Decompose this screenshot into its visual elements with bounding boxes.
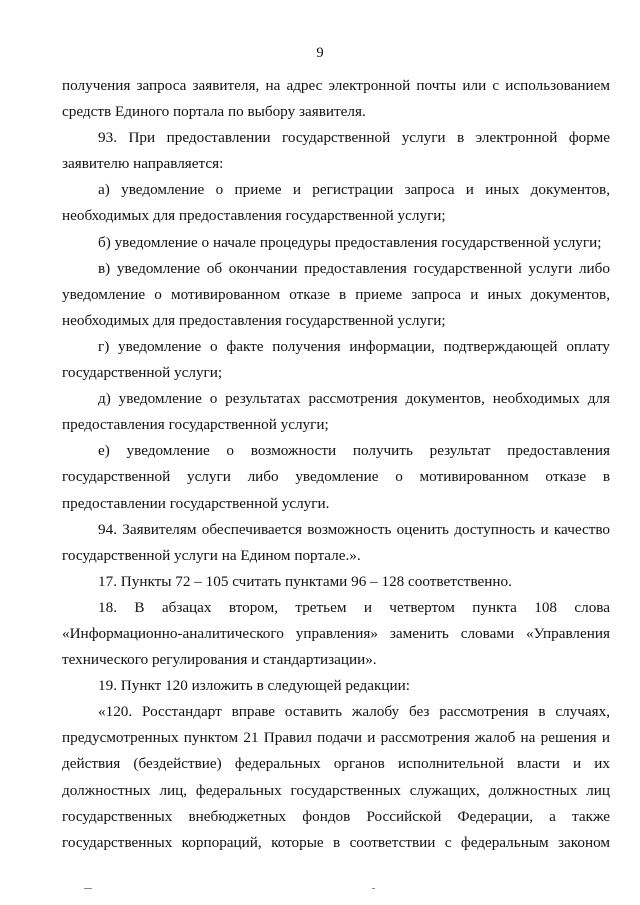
- paragraph-point-17: 17. Пункты 72 – 105 считать пунктами 96 – 128 соответственно.: [98, 572, 512, 590]
- paragraph-subitem-v: в) уведомление об окончании предоставления государственной услуги либо уведомление о мотивированном отказе в приеме запроса и иных документов, необходимых для предоставления государственной услуги;: [62, 259, 610, 329]
- paragraph-point-18: 18. В абзацах втором, третьем и четвертом пункта 108 слова «Информационно-аналитического управления» заменить словами «Управления технического регулирования и стандартизации».: [62, 598, 610, 669]
- paragraph-item-94: 94. Заявителям обеспечивается возможность оценить доступность и качество государственной услуги на Едином портале.».: [62, 520, 610, 564]
- paragraph-continuation: получения запроса заявителя, на адрес электронной почты или с использованием средств Единого портала по выбору заявителя.: [62, 77, 610, 121]
- scan-artifact-mark: [372, 888, 375, 889]
- paragraph-item-120: «120. Росстандарт вправе оставить жалобу без рассмотрения в случаях, предусмотренных пунктом 21 Правил подачи и рассмотрения жалоб на решения и действия (бездействие) федеральных органов исполнительной власти и их должностных лиц, федеральных государственных служащих, должностных лиц государственных внебюджетных фондов Российской Федерации, а также государственных корпораций, которые в соответствии с федеральным законом: [62, 703, 610, 851]
- page-number: 9: [316, 45, 324, 61]
- paragraph-subitem-e: е) уведомление о возможности получить результат предоставления государственной услуги либо уведомление о мотивированном отказе в предоставлении государственной услуги.: [62, 442, 610, 512]
- paragraph-item-93: 93. При предоставлении государственной услуги в электронной форме заявителю направляется:: [62, 129, 610, 173]
- paragraph-subitem-d: д) уведомление о результатах рассмотрения документов, необходимых для предоставления государственной услуги;: [62, 390, 610, 434]
- paragraph-point-19: 19. Пункт 120 изложить в следующей редакции:: [98, 677, 411, 695]
- document-body: [62, 73, 610, 856]
- paragraph-subitem-g: г) уведомление о факте получения информации, подтверждающей оплату государственной услуги;: [62, 337, 610, 382]
- scan-artifact-mark: [84, 888, 92, 889]
- paragraph-subitem-b: б) уведомление о начале процедуры предоставления государственной услуги;: [98, 233, 602, 251]
- paragraph-subitem-a: а) уведомление о приеме и регистрации запроса и иных документов, необходимых для предоставления государственной услуги;: [62, 181, 610, 225]
